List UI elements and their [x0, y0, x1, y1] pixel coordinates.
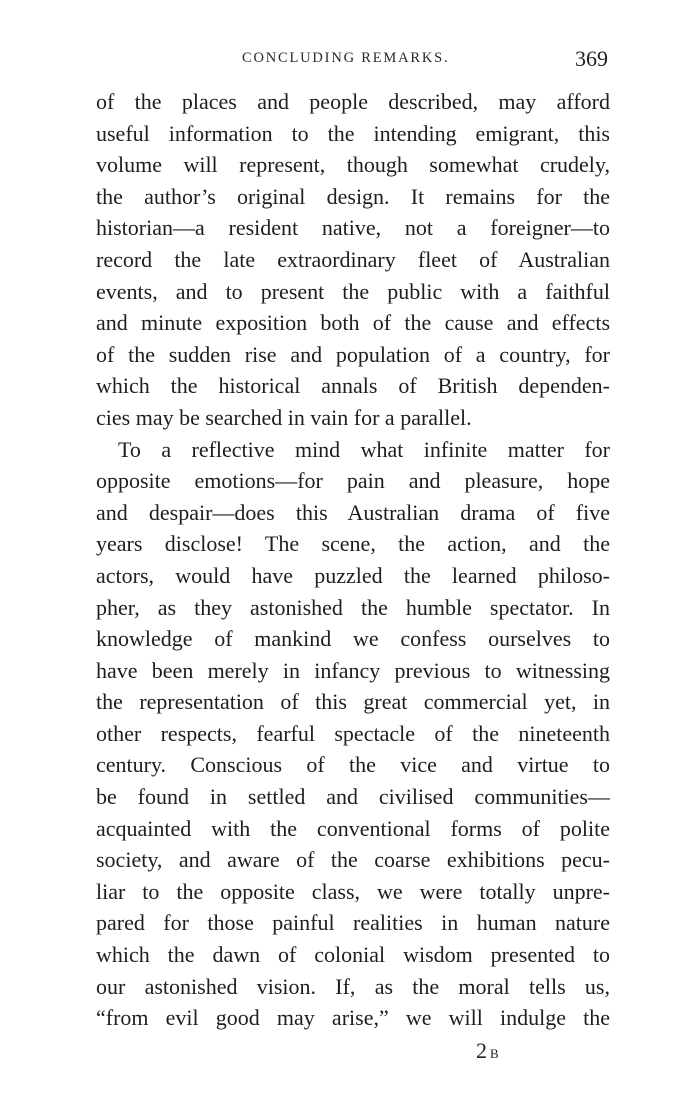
- text-line: the author’s original design. It remains for the: [96, 183, 610, 209]
- text-line: “from evil good may arise,” we will indulge the: [96, 1005, 610, 1031]
- signature-mark: [476, 1038, 500, 1064]
- text-line: knowledge of mankind we confess ourselves to: [96, 626, 610, 652]
- text-line: which the historical annals of British dependen-: [96, 373, 610, 399]
- text-line: and minute exposition both of the cause and effects: [96, 310, 610, 336]
- text-line: years disclose! The scene, the action, and the: [96, 531, 610, 557]
- text-line: of the sudden rise and population of a country, for: [96, 341, 610, 367]
- signature-number: 2: [476, 1038, 487, 1063]
- text-line: cies may be searched in vain for a parallel.: [96, 404, 472, 430]
- text-line: events, and to present the public with a faithful: [96, 278, 610, 304]
- text-line: of the places and people described, may afford: [96, 89, 610, 114]
- body-text: [96, 86, 610, 1034]
- text-line: useful information to the intending emigrant, this: [96, 120, 610, 146]
- text-line: pared for those painful realities in human nature: [96, 910, 610, 936]
- text-line: society, and aware of the coarse exhibitions pecu-: [96, 847, 610, 873]
- text-line: acquainted with the conventional forms of polite: [96, 815, 610, 841]
- text-line: record the late extraordinary fleet of Australian: [96, 246, 610, 272]
- text-line: liar to the opposite class, we were totally unpre-: [96, 878, 610, 904]
- text-line: and despair—does this Australian drama of five: [96, 499, 610, 525]
- text-line: be found in settled and civilised communities—: [96, 784, 610, 810]
- text-line: actors, would have puzzled the learned philoso-: [96, 562, 610, 588]
- text-line: our astonished vision. If, as the moral tells us,: [96, 973, 610, 999]
- running-head: [96, 46, 610, 76]
- text-line: historian—a resident native, not a foreigner—to: [96, 215, 610, 241]
- page-number: 369: [575, 46, 608, 71]
- text-line: volume will represent, though somewhat crudely,: [96, 152, 610, 178]
- text-line: have been merely in infancy previous to witnessing: [96, 657, 610, 683]
- text-line: century. Conscious of the vice and virtue to: [96, 752, 610, 778]
- text-line: opposite emotions—for pain and pleasure, hope: [96, 468, 610, 494]
- text-line: which the dawn of colonial wisdom presented to: [96, 942, 610, 968]
- text-line: pher, as they astonished the humble spectator. In: [96, 594, 610, 620]
- text-line: To a reflective mind what infinite matter for: [118, 436, 610, 462]
- text-line: the representation of this great commercial yet, in: [96, 689, 610, 715]
- text-line: other respects, fearful spectacle of the nineteenth: [96, 720, 610, 746]
- signature-letter: B: [490, 1046, 500, 1061]
- running-title: CONCLUDING REMARKS.: [242, 50, 450, 66]
